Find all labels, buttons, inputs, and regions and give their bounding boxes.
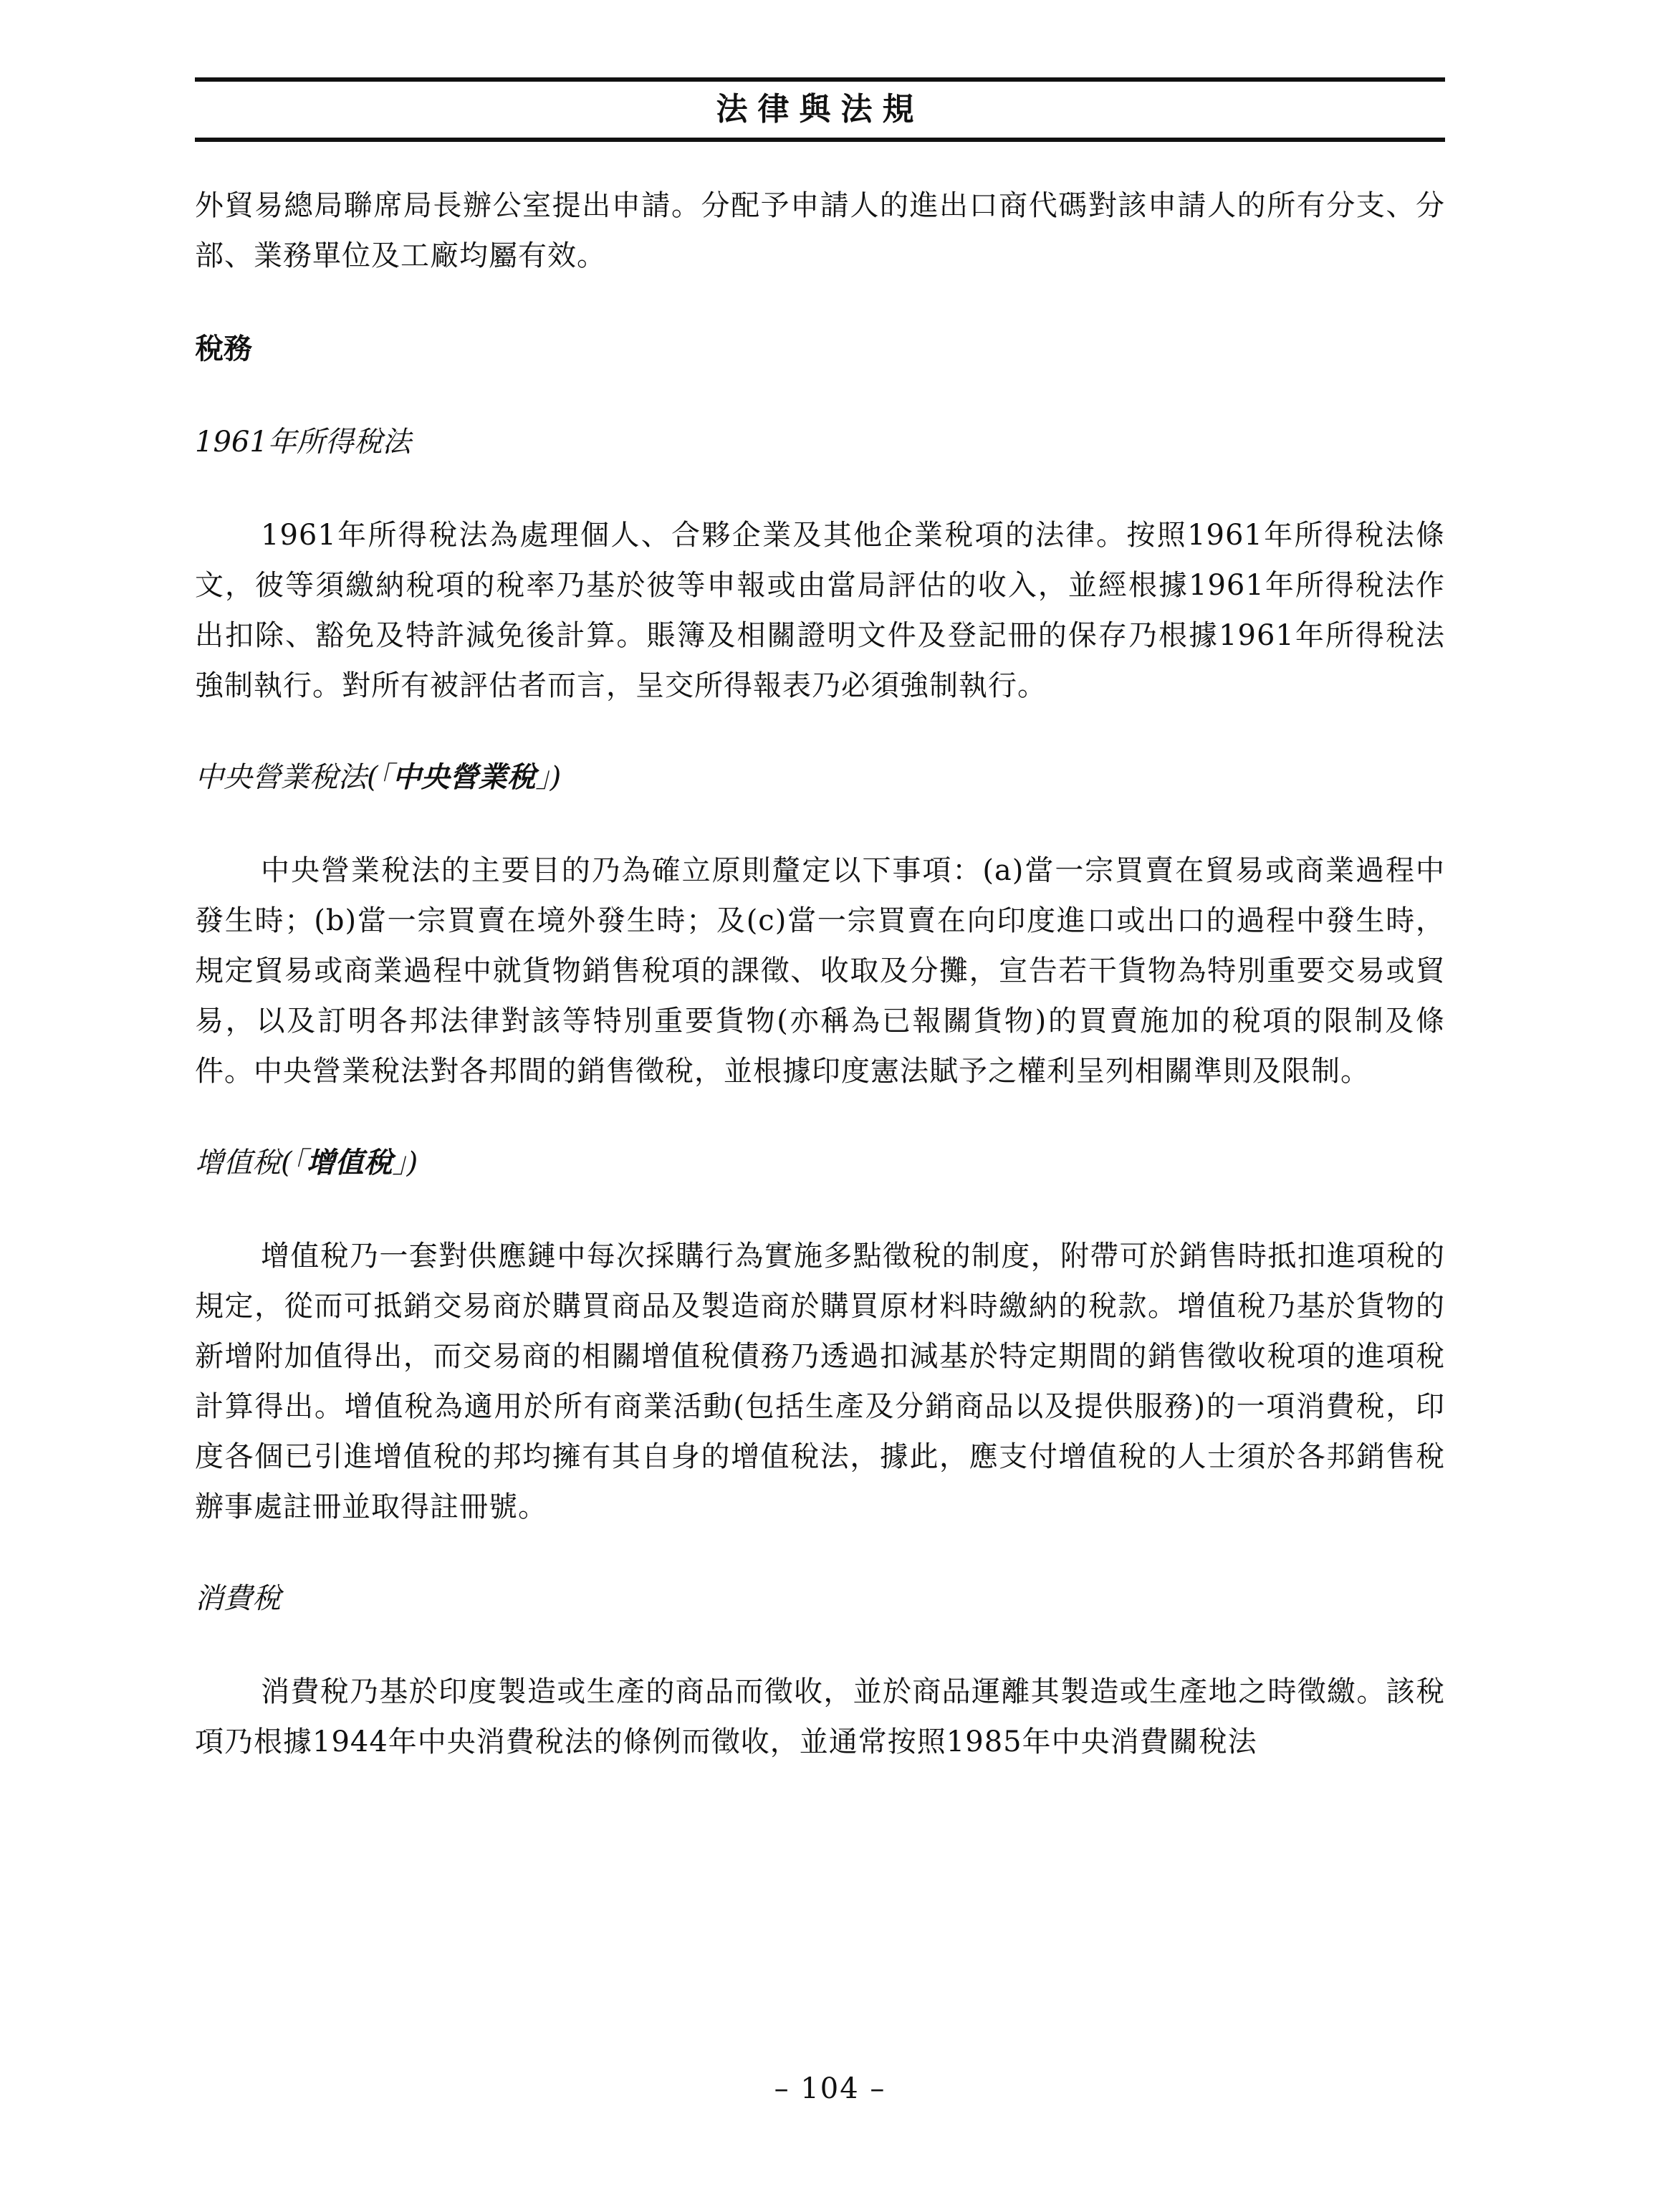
vat-heading-bold: 增值稅	[306, 1146, 393, 1179]
subheading-cst	[195, 752, 1445, 803]
vat-heading-suffix: 」)	[392, 1146, 418, 1179]
subheading-vat	[195, 1138, 1445, 1188]
subheading-income-tax: 1961年所得稅法	[195, 426, 411, 459]
cst-heading-suffix: 」)	[535, 761, 562, 794]
subheading-excise: 消費稅	[195, 1582, 281, 1615]
vat-heading-prefix: 增值稅(「	[195, 1146, 307, 1179]
excise-paragraph: 消費稅乃基於印度製造或生產的商品而徵收，並於商品運離其製造或生產地之時徵繳。該稅項乃根據1944年中央消費稅法的條例而徵收，並通常按照1985年中央消費關稅法	[195, 1675, 1445, 1758]
document-body	[195, 181, 1445, 1767]
cst-heading-bold: 中央營業稅	[392, 760, 536, 794]
page-number: – 104 –	[774, 2072, 886, 2105]
intro-paragraph: 外貿易總局聯席局長辦公室提出申請。分配予申請人的進出口商代碼對該申請人的所有分支、分部、業務單位及工廠均屬有效。	[195, 189, 1445, 272]
vat-paragraph: 增值稅乃一套對供應鏈中每次採購行為實施多點徵稅的制度，附帶可於銷售時抵扣進項稅的規定，從而可抵銷交易商於購買商品及製造商於購買原材料時繳納的稅款。增值稅乃基於貨物的新增附加值得出，而交易商的相關增值稅債務乃透過扣減基於特定期間的銷售徵收稅項的進項稅計算得出。增值稅為適用於所有商業活動(包括生產及分銷商品以及提供服務)的一項消費稅，印度各個已引進增值稅的邦均擁有其自身的增值稅法，據此，應支付增值稅的人士須於各邦銷售稅辦事處註冊並取得註冊號。	[195, 1240, 1445, 1523]
cst-paragraph: 中央營業稅法的主要目的乃為確立原則釐定以下事項：(a)當一宗買賣在貿易或商業過程中發生時；(b)當一宗買賣在境外發生時；及(c)當一宗買賣在向印度進口或出口的過程中發生時，規定貿易或商業過程中就貨物銷售稅項的課徵、收取及分攤，宣告若干貨物為特別重要交易或貿易，以及訂明各邦法律對該等特別重要貨物(亦稱為已報關貨物)的買賣施加的稅項的限制及條件。中央營業稅法對各邦間的銷售徵稅，並根據印度憲法賦予之權利呈列相關準則及限制。	[195, 854, 1445, 1088]
page-header	[195, 77, 1445, 142]
header-title: 法律與法規	[716, 91, 924, 128]
income-tax-paragraph: 1961年所得稅法為處理個人、合夥企業及其他企業稅項的法律。按照1961年所得稅法條文，彼等須繳納稅項的稅率乃基於彼等申報或由當局評估的收入，並經根據1961年所得稅法作出扣除、豁免及特許減免後計算。賬簿及相關證明文件及登記冊的保存乃根據1961年所得稅法強制執行。對所有被評估者而言，呈交所得報表乃必須強制執行。	[195, 519, 1445, 702]
cst-heading-prefix: 中央營業稅法(「	[195, 761, 393, 794]
section-heading-tax: 稅務	[195, 332, 252, 365]
